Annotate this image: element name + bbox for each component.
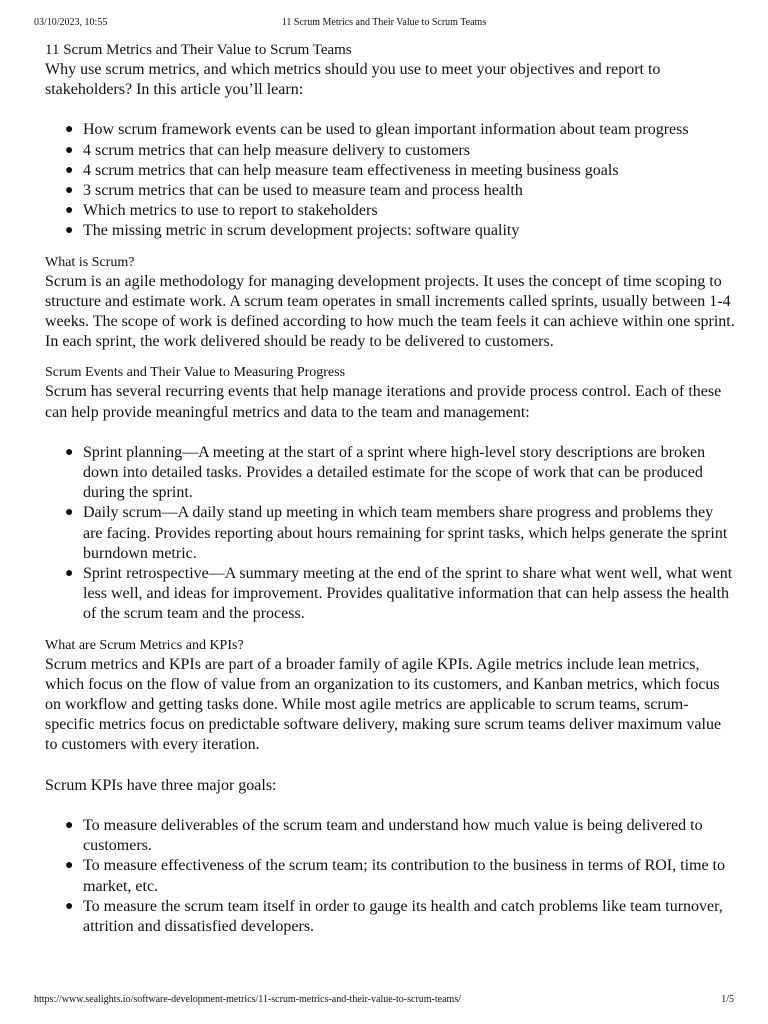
scrum-events-paragraph: Scrum has several recurring events that help manage iterations and provide process control. Each of these can help provide meaningful metrics and data to the team and management: xyxy=(45,383,722,421)
list-item: ● Sprint planning—A meeting at the start of a sprint where high-level story descriptions are broken down into detailed tasks. Provides a detailed estimate for the scope of work that can be produced during the sprint. xyxy=(65,443,706,502)
what-is-scrum-paragraph: Scrum is an agile methodology for managing development projects. It uses the concept of time scoping to structure and estimate work. A scrum team operates in small increments called sprints, usually between 1-4 weeks. The scope of work is defined according to how much the team feels it can achieve within one sprint. In each sprint, the work delivered should be ready to be delivered to customers. xyxy=(45,272,735,351)
bullet-icon: ● xyxy=(65,162,74,178)
list-item: ● Which metrics to use to report to stakeholders xyxy=(83,201,735,221)
kpi-goals-intro: Scrum KPIs have three major goals: xyxy=(45,776,277,794)
kpi-goals-list xyxy=(45,816,735,937)
bullet-icon: ● xyxy=(65,183,74,199)
bullet-icon: ● xyxy=(65,898,74,914)
bullet-icon: ● xyxy=(65,505,74,521)
bullet-icon: ● xyxy=(65,566,74,582)
bullet-icon: ● xyxy=(65,142,74,158)
article-title: 11 Scrum Metrics and Their Value to Scrum Teams xyxy=(45,42,352,58)
print-datetime: 03/10/2023, 10:55 xyxy=(34,17,108,28)
scrum-events-list xyxy=(45,443,735,625)
list-item: ● The missing metric in scrum development projects: software quality xyxy=(83,221,735,241)
list-item: ● How scrum framework events can be used to glean important information about team progress xyxy=(83,120,735,140)
bullet-icon: ● xyxy=(65,858,74,874)
intro-list xyxy=(45,120,735,241)
list-item: ● To measure deliverables of the scrum team and understand how much value is being delivered to customers. xyxy=(65,816,703,855)
list-item: ● To measure effectiveness of the scrum team; its contribution to the business in terms of ROI, time to market, etc. xyxy=(65,857,725,895)
print-footer xyxy=(34,993,734,1007)
bullet-icon: ● xyxy=(65,203,74,219)
bullet-icon: ● xyxy=(65,223,74,239)
page-number: 1/5 xyxy=(721,994,734,1005)
section-heading-scrum-events: Scrum Events and Their Value to Measuring Progress xyxy=(45,365,346,381)
section-heading-what-is-scrum: What is Scrum? xyxy=(45,254,135,270)
list-item: ● 4 scrum metrics that can help measure team effectiveness in meeting business goals xyxy=(83,161,735,181)
list-item: ● 4 scrum metrics that can help measure delivery to customers xyxy=(83,141,735,161)
print-url[interactable]: https://www.sealights.io/software-development-metrics/11-scrum-metrics-and-their-value-to-scrum-teams/ xyxy=(34,994,461,1005)
metrics-kpis-paragraph: Scrum metrics and KPIs are part of a broader family of agile KPIs. Agile metrics include lean metrics, which focus on the flow of value from an organization to its customers, and Kanban metrics, which focus on workflow and getting tasks done. While most agile metrics are applicable to scrum teams, scrum-specific metrics focus on predictable software delivery, making sure scrum teams deliver maximum value to customers with every iteration. xyxy=(45,655,722,754)
list-item: ● Sprint retrospective—A summary meeting at the end of the sprint to share what went well, what went less well, and ideas for improvement. Provides qualitative information that can help assess the health of the scrum team and the process. xyxy=(65,565,733,623)
list-item: ● To measure the scrum team itself in order to gauge its health and catch problems like team turnover, attrition and dissatisfied developers. xyxy=(65,897,723,935)
print-header xyxy=(34,16,734,30)
bullet-icon: ● xyxy=(65,122,74,138)
list-item: ● Daily scrum—A daily stand up meeting in which team members share progress and problems they are facing. Provides reporting about hours remaining for sprint tasks, which helps generate the sprint burndown metric. xyxy=(65,504,728,562)
intro-paragraph: Why use scrum metrics, and which metrics should you use to meet your objectives and report to stakeholders? In this article you’ll learn: xyxy=(45,61,661,99)
bullet-icon: ● xyxy=(65,817,74,833)
list-item: ● 3 scrum metrics that can be used to measure team and process health xyxy=(83,181,735,201)
print-page-title: 11 Scrum Metrics and Their Value to Scrum Teams xyxy=(281,17,487,28)
article-body xyxy=(45,40,735,937)
section-heading-metrics-kpis: What are Scrum Metrics and KPIs? xyxy=(45,637,244,653)
bullet-icon: ● xyxy=(65,444,74,460)
